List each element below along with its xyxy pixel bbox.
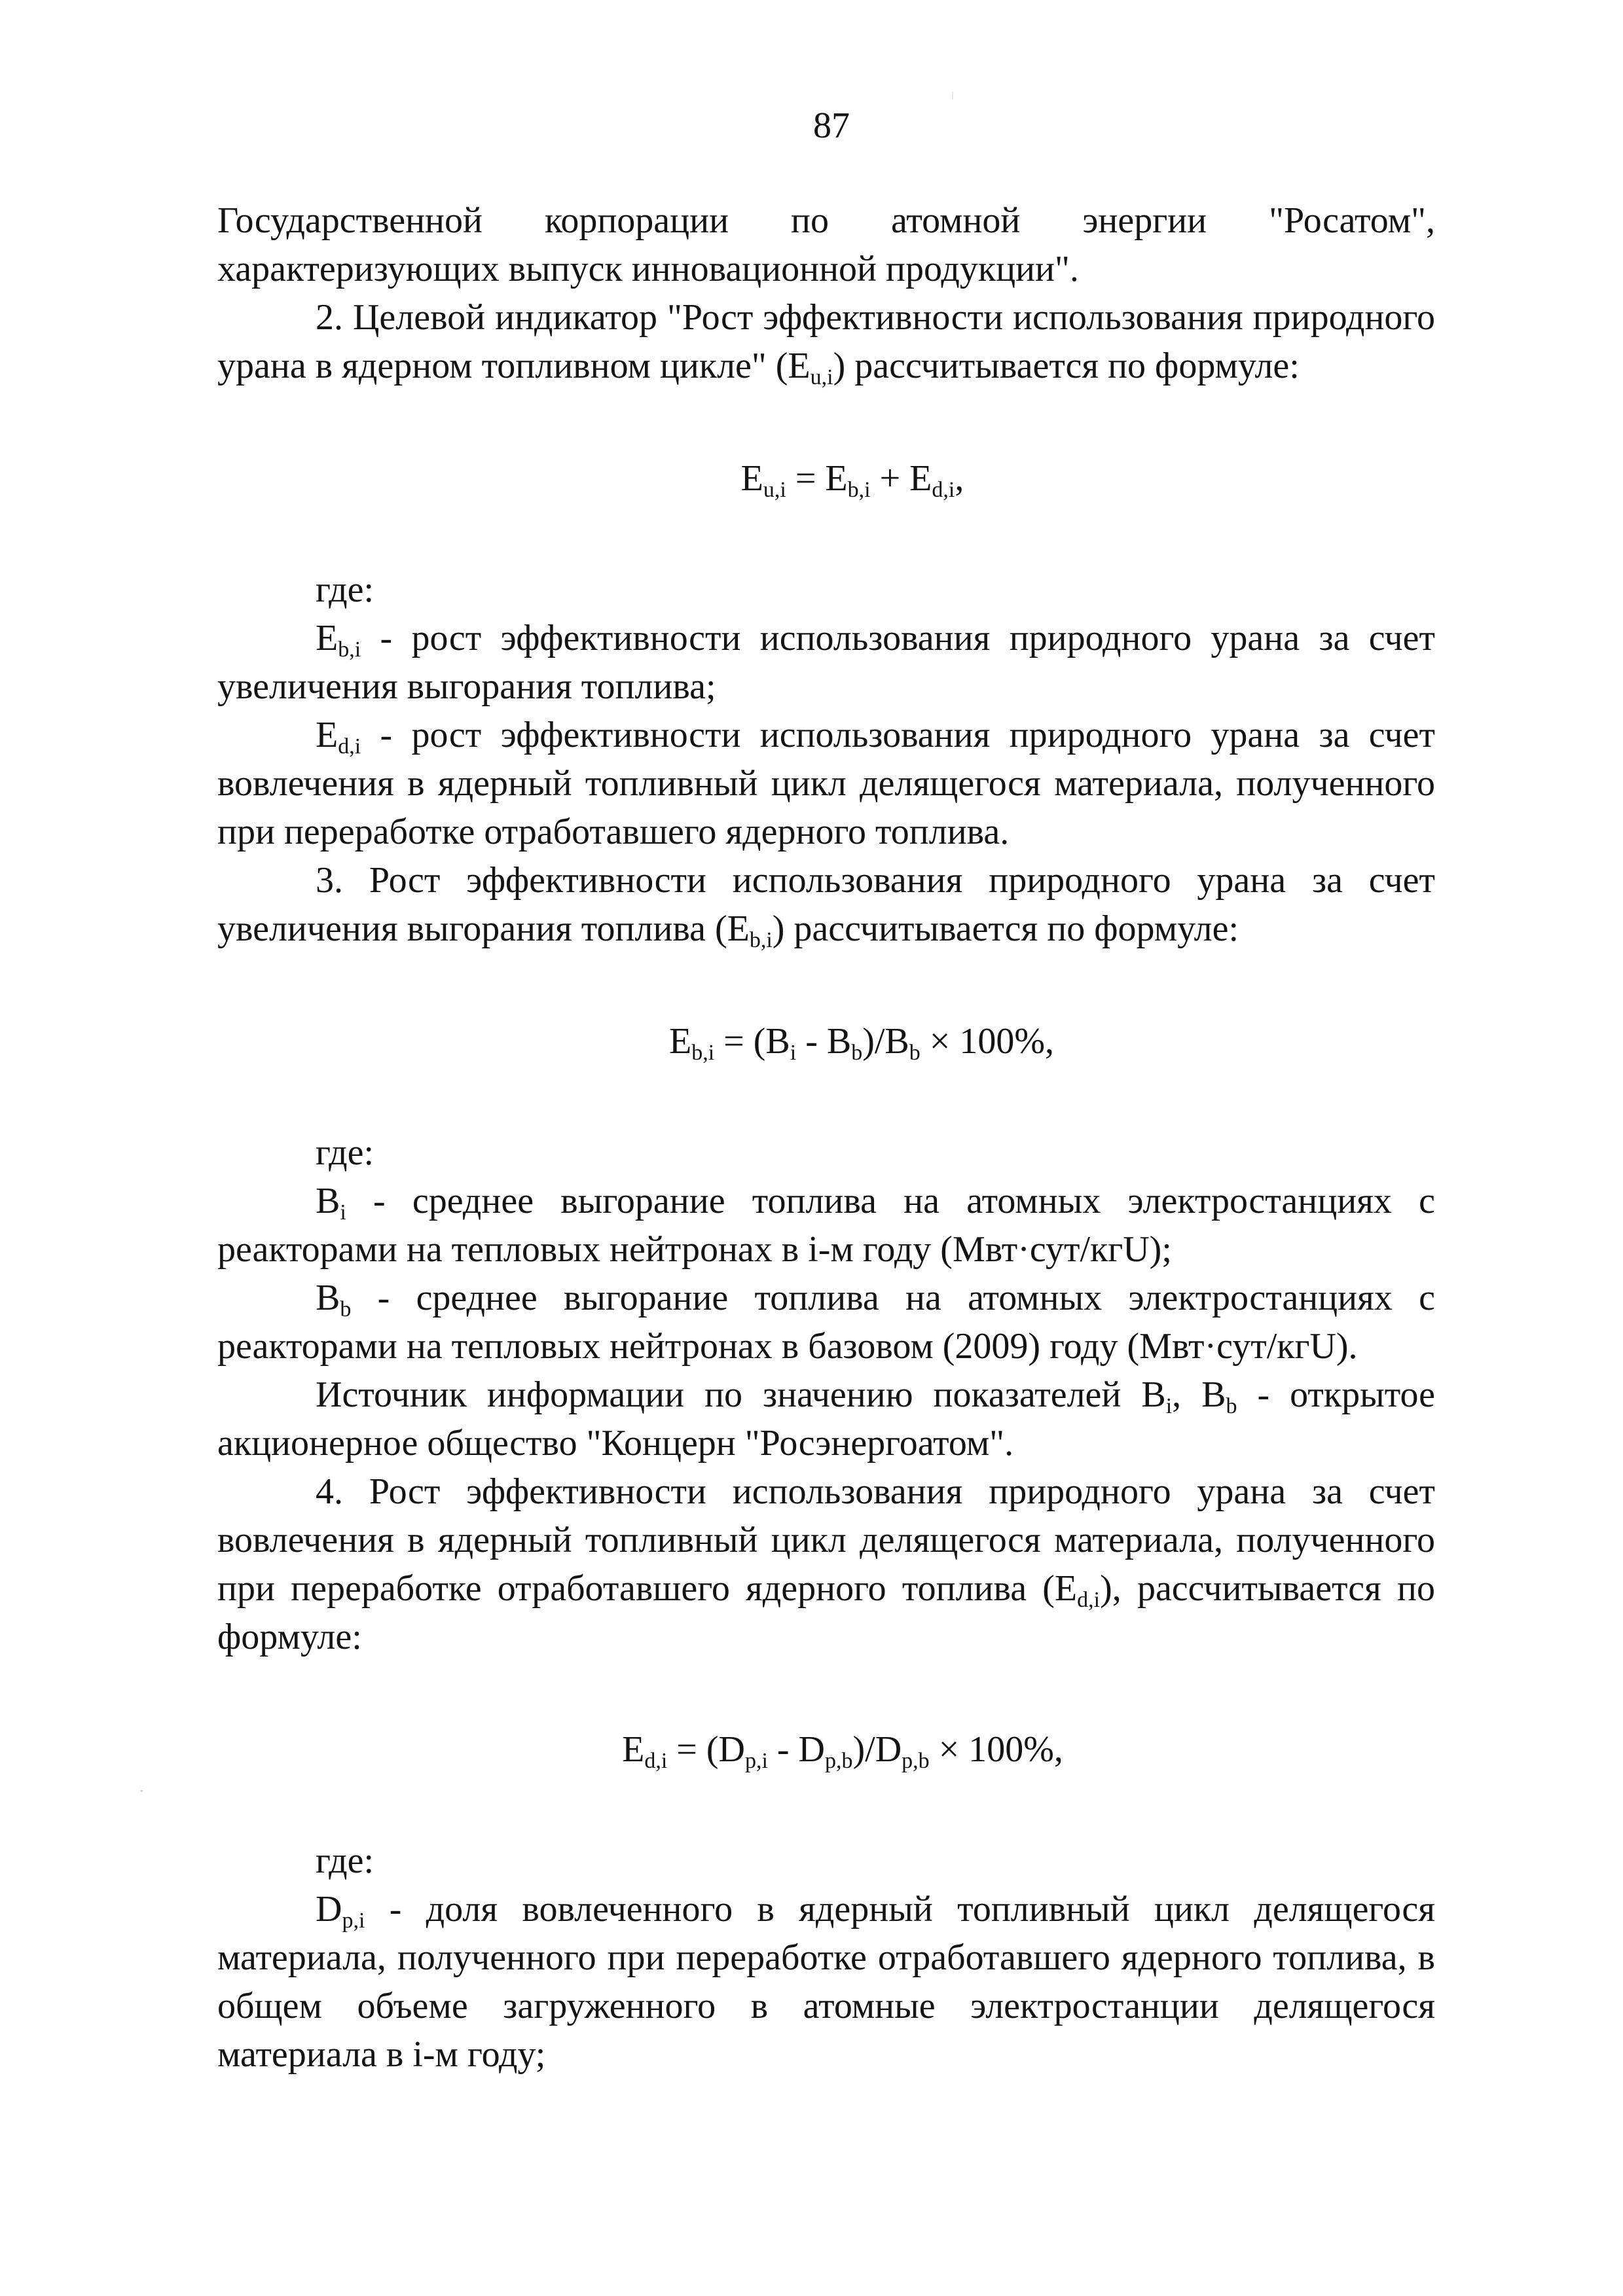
definition-bb: $B_b$ - среднее выгорание топлива на атомных электростанциях с реакторами на тепловых нейтронах в базовом (2009) году (Мвт·сут/кгU). <box>217 1278 1435 1367</box>
formula-eu: $E_{u,i} = E_{b,i} + E_{d,i}$, <box>740 458 964 502</box>
formula-ed: $E_{d,i} = (D_{p,i} - D_{p,b})/D_{p,b} \times 100\%$, <box>622 1729 1063 1773</box>
paragraph-2: 2. Целевой индикатор "Рост эффективности использования природного урана в ядерном топливном цикле" $(E_{u,i})$ рассчитывается по формуле: <box>217 297 1435 389</box>
paragraph-continuation: Государственной корпорации по атомной энергии "Росатом", характеризующих выпуск инновационной продукции". <box>217 200 1435 289</box>
paragraph-3: 3. Рост эффективности использования природного урана за счет увеличения выгорания топлива $(E_{b,i})$ рассчитывается по формуле: <box>217 860 1435 952</box>
paragraph-4: 4. Рост эффективности использования природного урана за счет вовлечения в ядерный топливный цикл делящегося материала, полученного при переработке отработавшего ядерного топлива $(E_{d,i})$, рассчитывается по формуле: <box>217 1471 1435 1657</box>
definition-bi: $B_i$ - среднее выгорание топлива на атомных электростанциях с реакторами на тепловых нейтронах в i-м году (Мвт·сут/кгU); <box>217 1181 1435 1270</box>
scan-artifact-dot <box>141 1790 143 1792</box>
formula-eb: $E_{b,i} = (B_i - B_b)/B_b \times 100\%$, <box>668 1021 1054 1065</box>
source-info: Источник информации по значению показателей $B_i$, $B_b$ - открытое акционерное общество "Концерн "Росэнергоатом". <box>217 1374 1435 1463</box>
page-number: 87 <box>813 105 850 146</box>
definition-dp: $D_{p,i}$ - доля вовлеченного в ядерный топливный цикл делящегося материала, полученного при переработке отработавшего ядерного топлива, в общем объеме загруженного в атомные электростанции делящегося материала в i-м году; <box>217 1889 1435 2075</box>
scan-artifact <box>952 92 953 99</box>
where-label-3: где: <box>316 1840 374 1881</box>
where-label-1: где: <box>316 569 374 610</box>
document-body <box>217 196 1435 2079</box>
definition-ed: $E_{d,i}$ - рост эффективности использования природного урана за счет вовлечения в ядерный топливный цикл делящегося материала, полученного при переработке отработавшего ядерного топлива. <box>217 715 1435 852</box>
where-label-2: где: <box>316 1132 374 1173</box>
definition-eb: $E_{b,i}$ - рост эффективности использования природного урана за счет увеличения выгорания топлива; <box>217 618 1435 707</box>
